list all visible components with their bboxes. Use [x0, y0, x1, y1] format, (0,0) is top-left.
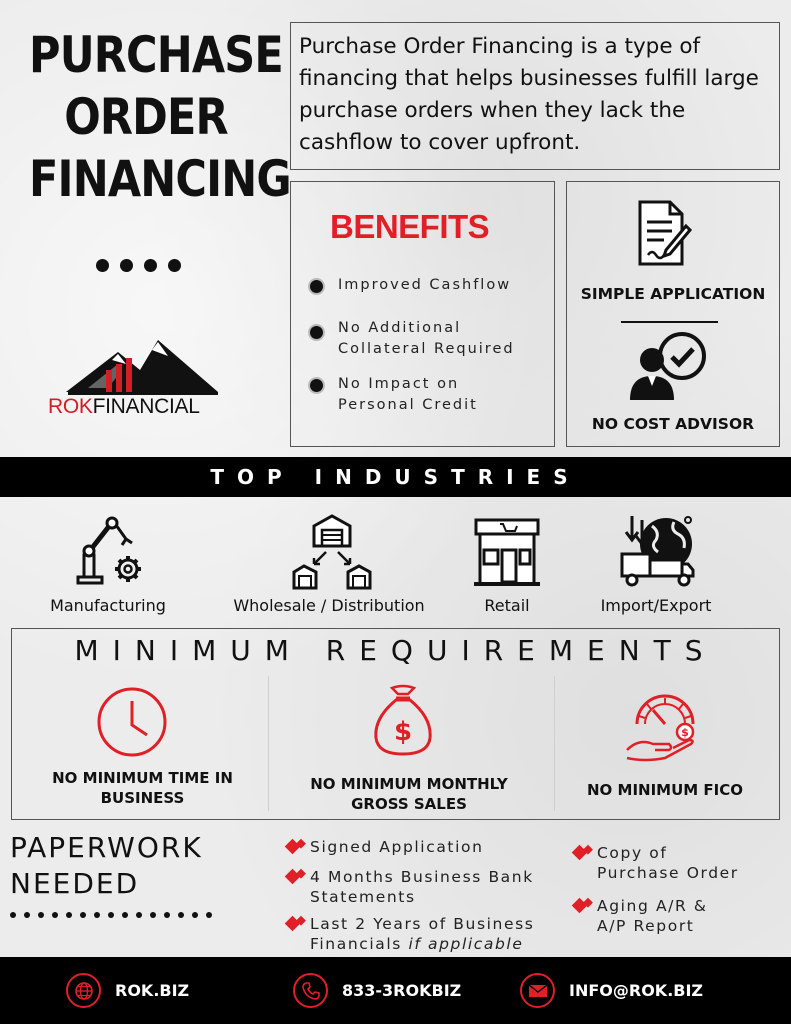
envelope-icon: [520, 973, 555, 1008]
bullet-icon: [310, 326, 323, 339]
requirement-line-2: GROSS SALES: [351, 795, 467, 813]
requirement-line-1: NO MINIMUM MONTHLY: [310, 775, 508, 793]
industry-label-manufacturing: Manufacturing: [50, 596, 166, 615]
paperwork-item: [572, 896, 708, 936]
intro-text: Purchase Order Financing is a type of financing that helps businesses fulfill large purchase orders when they lack the cashflow to cover upfront.: [299, 34, 759, 155]
intro-box: [290, 22, 780, 170]
brand-wordmark-red: ROK: [48, 395, 93, 418]
page-title: [29, 24, 291, 210]
benefit-item: [310, 374, 550, 416]
website-contact[interactable]: [66, 973, 189, 1008]
requirement-line-2: BUSINESS: [100, 789, 185, 807]
email-contact[interactable]: [520, 973, 703, 1008]
paperwork-item-line-1: Aging A/R &: [597, 897, 708, 915]
diamond-bullet-icon: [285, 916, 301, 932]
paperwork-item: [285, 837, 484, 857]
paperwork-item-line-1: Signed Application: [310, 838, 484, 856]
paperwork-heading-line-1: PAPERWORK: [10, 831, 203, 864]
warehouse-distribution-icon: [292, 512, 372, 590]
paperwork-item: [285, 914, 534, 954]
paperwork-dots-divider: [10, 912, 212, 918]
feature-label-simple-application: SIMPLE APPLICATION: [580, 285, 766, 303]
top-industries-heading: TOP INDUSTRIES: [0, 457, 791, 497]
requirement-label-monthly-sales: [288, 774, 530, 814]
requirement-line-1: NO MINIMUM FICO: [586, 781, 743, 799]
diamond-bullet-icon: [572, 845, 588, 861]
benefit-item: [310, 275, 550, 296]
benefit-line-1: No Additional: [338, 320, 462, 336]
paperwork-item-line-2: A/P Report: [597, 917, 695, 935]
email-link[interactable]: INFO@ROK.BIZ: [569, 981, 704, 1000]
brand-wordmark: [48, 395, 244, 419]
title-line-2: ORDER: [64, 88, 228, 146]
requirements-divider: [554, 676, 555, 811]
money-bag-icon: [372, 684, 434, 756]
industry-label-wholesale-distribution: Wholesale / Distribution: [233, 596, 425, 615]
bullet-icon: [310, 280, 323, 293]
diamond-bullet-icon: [572, 898, 588, 914]
requirement-line-1: NO MINIMUM TIME IN: [52, 769, 233, 787]
svg-text:$: $: [681, 726, 689, 739]
document-pen-icon: [636, 200, 692, 268]
clock-icon: [95, 685, 169, 759]
benefit-line-2: Collateral Required: [338, 341, 515, 357]
paperwork-item-line-1: Last 2 Years of Business: [310, 915, 535, 933]
storefront-icon: [472, 516, 542, 588]
paperwork-item-line-2: Financials: [310, 935, 409, 953]
paperwork-heading-line-2: NEEDED: [10, 867, 140, 900]
industry-label-import-export: Import/Export: [600, 596, 712, 615]
features-divider: [621, 321, 718, 323]
benefits-title: BENEFITS: [330, 208, 490, 245]
website-link[interactable]: ROK.BIZ: [115, 981, 190, 1000]
requirements-divider: [268, 676, 269, 811]
title-line-1: PURCHASE: [29, 26, 283, 84]
phone-icon: [293, 973, 328, 1008]
benefit-line-1: Improved Cashflow: [338, 277, 512, 293]
credit-gauge-hand-icon: [625, 694, 707, 766]
benefit-line-2: Personal Credit: [338, 397, 478, 413]
paperwork-heading: [10, 830, 280, 902]
title-dots-divider: [96, 259, 181, 272]
phone-link[interactable]: 833-3ROKBIZ: [342, 981, 462, 1000]
globe-icon: [66, 973, 101, 1008]
requirement-label-fico: [560, 780, 770, 800]
robot-arm-gear-icon: [72, 515, 146, 587]
diamond-bullet-icon: [285, 869, 301, 885]
paperwork-item-line-2: Purchase Order: [597, 864, 739, 882]
feature-label-no-cost-advisor: NO COST ADVISOR: [591, 415, 755, 433]
benefit-item: [310, 318, 550, 360]
paperwork-item-line-1: 4 Months Business Bank: [310, 868, 534, 886]
brand-wordmark-black: FINANCIAL: [92, 395, 200, 418]
phone-contact[interactable]: [293, 973, 461, 1008]
industry-label-retail: Retail: [484, 596, 530, 615]
advisor-check-icon: [626, 330, 714, 402]
paperwork-item-line-1: Copy of: [597, 844, 668, 862]
minimum-requirements-heading: MINIMUM REQUIREMENTS: [74, 634, 717, 667]
paperwork-item: [572, 843, 739, 883]
title-line-3: FINANCING: [29, 150, 291, 208]
paperwork-item-note: if applicable: [408, 935, 524, 953]
paperwork-item-line-2: Statements: [310, 888, 416, 906]
benefit-line-1: No Impact on: [338, 376, 460, 392]
requirement-label-time-in-business: [30, 768, 255, 808]
svg-text:$: $: [393, 717, 413, 747]
diamond-bullet-icon: [285, 839, 301, 855]
paperwork-item: [285, 867, 534, 907]
globe-truck-icon: [618, 514, 696, 590]
bullet-icon: [310, 379, 323, 392]
